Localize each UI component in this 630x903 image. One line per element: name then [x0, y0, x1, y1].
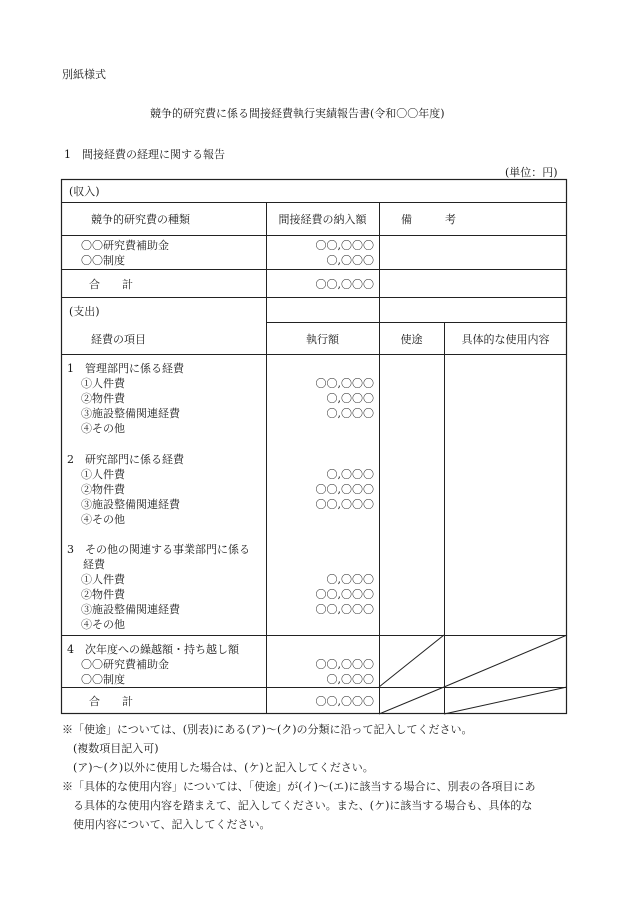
- expense-item-label: ①人件費: [81, 468, 125, 481]
- income-section-label: (収入): [69, 185, 100, 198]
- income-row-name: 〇〇研究費補助金: [81, 239, 169, 252]
- note-line: (ア)～(ク)以外に使用した場合は、(ケ)と記入してください。: [62, 761, 374, 774]
- expense-item-amount: 〇,〇〇〇: [326, 573, 374, 586]
- expense-item-label: ③施設整備関連経費: [81, 498, 180, 511]
- expense-group-heading: 3 その他の関連する事業部門に係る: [67, 543, 250, 556]
- expense-group-heading: 2 研究部門に係る経費: [67, 453, 184, 466]
- expense-group-heading-cont: 経費: [83, 558, 105, 571]
- income-row-name: 〇〇制度: [81, 254, 125, 267]
- income-total-label: 合 計: [89, 278, 133, 291]
- report-table: [61, 179, 567, 714]
- expense-group-heading: 1 管理部門に係る経費: [67, 362, 184, 375]
- expense-item-label: ③施設整備関連経費: [81, 407, 180, 420]
- expense-item-label: ④その他: [81, 618, 125, 631]
- note-line: ※「具体的な使用内容」については、「使途」が(イ)～(エ)に該当する場合に、別表の各項目にあ: [62, 780, 536, 793]
- form-label: 別紙様式: [62, 68, 106, 81]
- expenditure-total-label: 合 計: [89, 695, 133, 708]
- unit-label: (単位：円): [505, 166, 558, 179]
- expense-item-amount: 〇〇,〇〇〇: [315, 498, 374, 511]
- expenditure-section-label: (支出): [69, 305, 100, 318]
- expenditure-total-amount: 〇〇,〇〇〇: [315, 695, 374, 708]
- note-line: る具体的な使用内容を踏まえて、記入してください。また、(ケ)に該当する場合も、具体的な: [62, 799, 533, 812]
- income-col-remarks: 備 考: [401, 213, 456, 226]
- expense-item-amount: 〇〇,〇〇〇: [315, 588, 374, 601]
- carryover-item-label: 〇〇制度: [81, 673, 125, 686]
- expense-item-label: ③施設整備関連経費: [81, 603, 180, 616]
- note-line: (複数項目記入可): [62, 742, 159, 755]
- carryover-item-amount: 〇,〇〇〇: [326, 673, 374, 686]
- expenditure-col-detail: 具体的な使用内容: [461, 333, 550, 346]
- note-line: 使用内容について、記入してください。: [62, 818, 271, 831]
- expense-item-label: ②物件費: [81, 588, 125, 601]
- carryover-heading: 4 次年度への繰越額・持ち越し額: [67, 643, 239, 656]
- expense-item-amount: 〇,〇〇〇: [326, 468, 374, 481]
- expense-item-label: ①人件費: [81, 377, 125, 390]
- expenditure-col-amount: 執行額: [306, 333, 339, 346]
- expenditure-col-use: 使途: [400, 333, 423, 346]
- expense-item-label: ②物件費: [81, 392, 125, 405]
- carryover-item-amount: 〇〇,〇〇〇: [315, 658, 374, 671]
- income-row-amount: 〇,〇〇〇: [326, 254, 374, 267]
- section-heading: 1 間接経費の経理に関する報告: [64, 148, 225, 161]
- expense-item-label: ④その他: [81, 422, 125, 435]
- expense-item-amount: 〇〇,〇〇〇: [315, 603, 374, 616]
- expense-item-label: ④その他: [81, 513, 125, 526]
- expense-item-amount: 〇〇,〇〇〇: [315, 377, 374, 390]
- expense-item-label: ①人件費: [81, 573, 125, 586]
- document-title: 競争的研究費に係る間接経費執行実績報告書(令和〇〇年度): [150, 107, 445, 120]
- expense-item-label: ②物件費: [81, 483, 125, 496]
- expenditure-col-item: 経費の項目: [91, 333, 146, 346]
- expense-item-amount: 〇,〇〇〇: [326, 392, 374, 405]
- expense-item-amount: 〇,〇〇〇: [326, 407, 374, 420]
- expense-item-amount: 〇〇,〇〇〇: [315, 483, 374, 496]
- note-line: ※「使途」については、(別表)にある(ア)～(ク)の分類に沿って記入してください。: [62, 723, 473, 736]
- income-row-amount: 〇〇,〇〇〇: [315, 239, 374, 252]
- income-col-amount: 間接経費の納入額: [278, 213, 367, 226]
- carryover-item-label: 〇〇研究費補助金: [81, 658, 169, 671]
- income-col-type: 競争的研究費の種類: [91, 213, 190, 226]
- income-total-amount: 〇〇,〇〇〇: [315, 278, 374, 291]
